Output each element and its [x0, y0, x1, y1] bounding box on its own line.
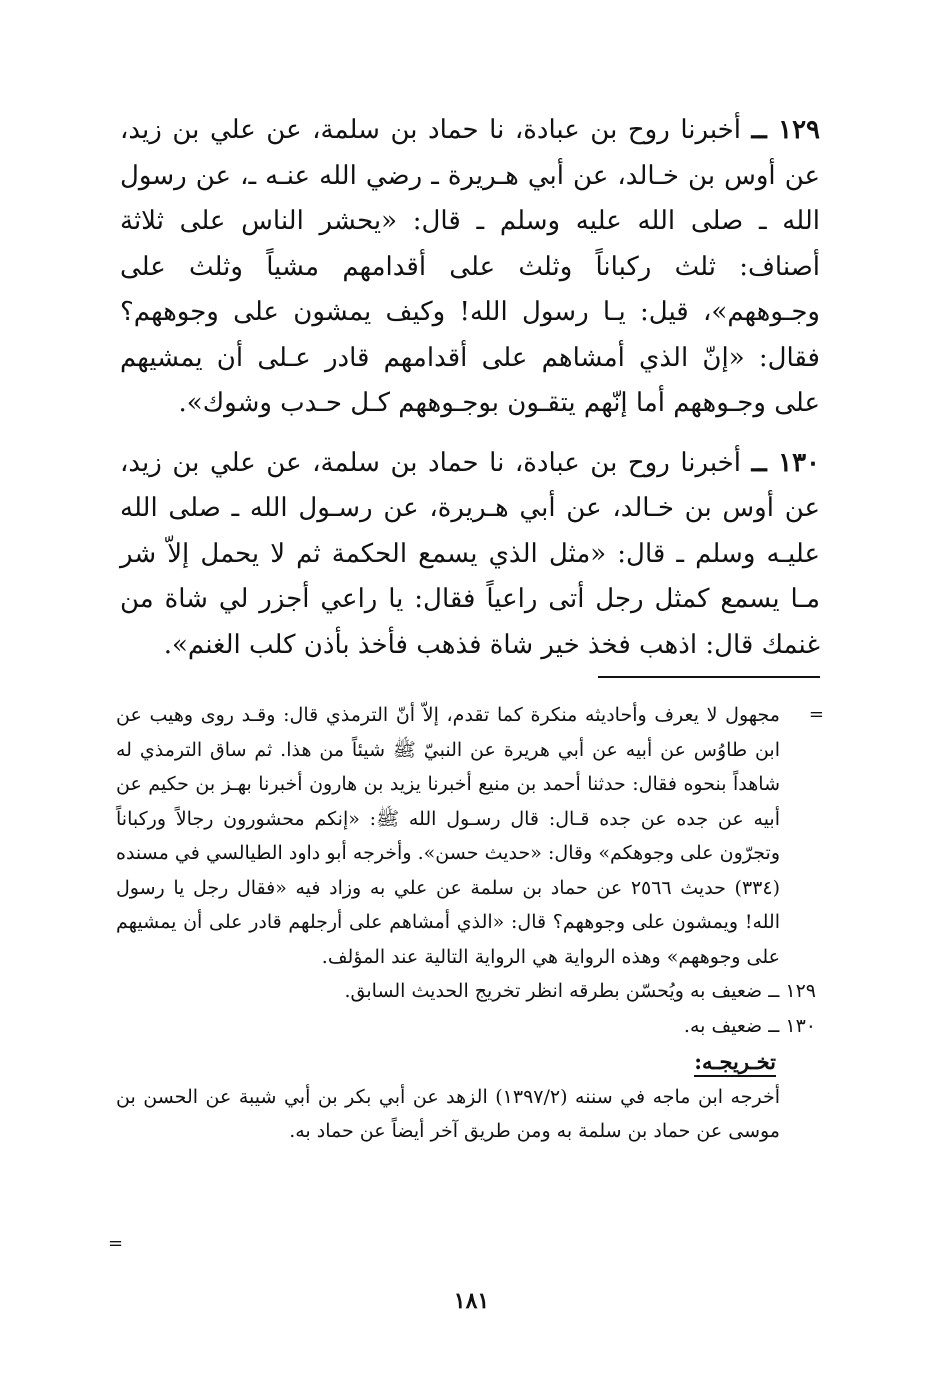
footnote-text: مجهول لا يعرف وأحاديثه منكرة كما تقدم، إلاّ أنّ الترمذي قال: وقـد روى وهيب عن ابن طاوُس عن أبيه عن أبي هريرة عن النبيّ ﷺ شيئاً من هذا. ثم ساق الترمذي له شاهداً بنحوه فقال: حدثنا أحمد بن منيع أخبرنا يزيد بن هارون أخبرنا بهـز بن حكيم عن أبيه عن جده عن جده قـال: قال رسـول الله ﷺ: «إنكم محشورون رجالاً وركباناً وتجرّون على وجوهكم» وقال: «حديث حسن». وأخرجه أبو داود الطيالسي في مسنده (٣٣٤) حديث ٢٥٦٦ عن حماد بن سلمة عن علي به وزاد فيه «فقال رجل يا رسول الله! ويمشون على وجوههم؟ قال: «الذي أمشاهم على أرجلهم قادر على أن يمشيهم على وجوههم» وهذه الرواية هي الرواية التالية عند المؤلف. [116, 704, 781, 968]
continuation-mark: = [808, 704, 824, 725]
footnote-129: ١٢٩ ــ ضعيف به ويُحسّن بطرقه انظر تخريج الحديث السابق. [344, 980, 816, 1002]
takhrij-text: أخرجه ابن ماجه في سننه (١٣٩٧/٢) الزهد عن أبي بكر بن أبي شيبة عن الحسن بن موسى عن حماد بن سلمة به ومن طريق آخر أيضاً عن حماد به. [116, 1085, 780, 1142]
main-text [120, 108, 820, 668]
page-number: ١٨١ [453, 1288, 490, 1314]
hadith-number: ١٢٩ ــ [751, 115, 821, 145]
hadith-text: أخبرنا روح بن عبادة، نا حماد بن سلمة، عن علي بن زيد، عن أوس بن خـالد، عن أبي هـريرة ـ رضي الله عنـه ـ، عن رسول الله ـ صلى الله عليه وسلم ـ قال: «يحشر الناس على ثلاثة أصناف: ثلث ركباناً وثلث على أقدامهم مشياً وثلث على وجـوههم»، قيل: يـا رسول الله! وكيف يمشون على وجوههم؟ فقال: «إنّ الذي أمشاهم على أقدامهم قادر عـلى أن يمشيهم على وجـوههم أما إنّهم يتقـون بوجـوههم كـل حـدب وشوك». [120, 115, 820, 418]
footnotes [116, 698, 824, 1149]
takhrij-heading-text: تخـريجـه: [694, 1049, 776, 1077]
continuation-mark-end: = [108, 1233, 124, 1254]
hadith-text: أخبرنا روح بن عبادة، نا حماد بن سلمة، عن علي بن زيد، عن أوس بن خـالد، عن أبي هـريرة، عن رسـول الله ـ صلى الله عليـه وسلم ـ قال: «مثل الذي يسمع الحكمة ثم لا يحمل إلاّ شر مـا يسمع كمثل رجل أتى راعياً فقال: يا راعي أجزر لي شاة من غنمك قال: اذهب فخذ خير شاة فذهب فأخذ بأذن كلب الغنم». [120, 447, 820, 660]
footnote-130: ١٣٠ ــ ضعيف به. [683, 1014, 816, 1037]
footnote-continuation [116, 698, 824, 974]
hadith-130 [120, 441, 820, 669]
footnote-separator [598, 676, 820, 678]
hadith-number: ١٣٠ ــ [751, 447, 821, 478]
takhrij-heading [116, 1045, 816, 1080]
hadith-129 [120, 108, 820, 427]
